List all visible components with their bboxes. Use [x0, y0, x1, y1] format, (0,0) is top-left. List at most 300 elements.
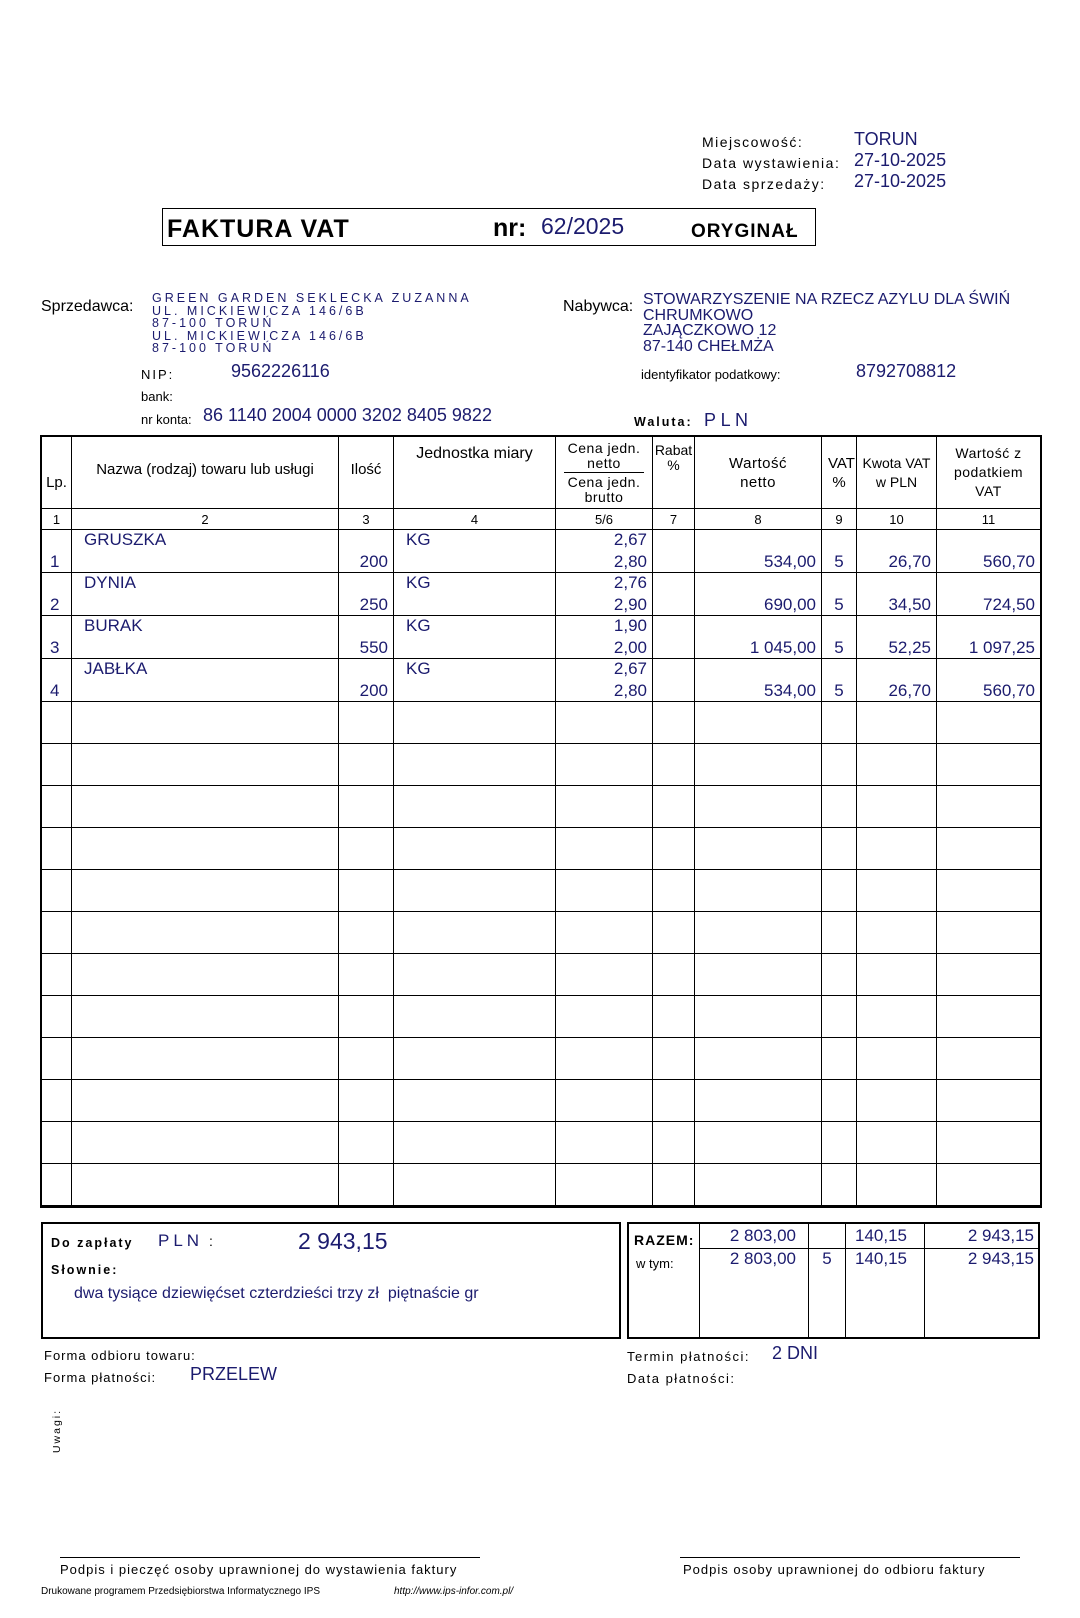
seller-line: UL. MICKIEWICZA 146/6B [152, 303, 367, 318]
table-cell [339, 659, 394, 702]
table-cell [937, 530, 1041, 573]
table-row [42, 573, 1041, 616]
empty-cell [695, 1038, 822, 1080]
empty-row [42, 1164, 1041, 1206]
col-discount-header [653, 437, 695, 509]
empty-cell [394, 1164, 556, 1206]
issue-date-label: Data wystawienia: [702, 155, 841, 171]
including-vat: 140,15 [855, 1249, 907, 1268]
empty-cell [42, 786, 72, 828]
row-vat-amount: 52,25 [888, 638, 931, 657]
col-qty-text: Ilość [350, 461, 382, 478]
row-price-net: 2,67 [613, 530, 647, 549]
row-vat-pct: 5 [834, 681, 844, 700]
col-vat-pct-header [822, 437, 857, 509]
issue-date-value: 27-10-2025 [854, 150, 947, 170]
total-net: 2 803,00 [729, 1226, 796, 1245]
row-price-net: 2,67 [613, 659, 647, 678]
row-unit: KG [406, 573, 431, 592]
term-label: Termin płatności: [627, 1349, 751, 1364]
table-cell [857, 616, 937, 659]
empty-cell [822, 702, 857, 744]
total-vat: 140,15 [855, 1226, 907, 1245]
col-number: 5/6 [556, 509, 653, 530]
empty-cell [822, 828, 857, 870]
empty-cell [339, 702, 394, 744]
nip-value: 9562226116 [231, 361, 330, 381]
empty-cell [653, 828, 695, 870]
due-label: Do zapłaty [51, 1236, 134, 1250]
table-cell [857, 573, 937, 616]
empty-cell [394, 912, 556, 954]
empty-cell [556, 828, 653, 870]
col-number: 11 [937, 509, 1041, 530]
receipt-form-label: Forma odbioru towaru: [44, 1348, 196, 1363]
table-cell [937, 616, 1041, 659]
empty-cell [339, 1122, 394, 1164]
empty-cell [937, 996, 1041, 1038]
empty-cell [394, 702, 556, 744]
col-lp-text: Lp. [46, 474, 67, 491]
buyer-line: STOWARZYSZENIE NA RZECZ AZYLU DLA ŚWIŃ [643, 291, 1011, 308]
receiver-signature-label: Podpis osoby uprawnionej do odbioru faktury [683, 1562, 986, 1577]
table-cell [72, 616, 339, 659]
empty-cell [339, 870, 394, 912]
row-vat-pct: 5 [834, 595, 844, 614]
empty-cell [937, 702, 1041, 744]
account-value: 86 1140 2004 0000 3202 8405 9822 [203, 405, 492, 425]
including-gross: 2 943,15 [967, 1249, 1034, 1268]
seller-line: UL. MICKIEWICZA 146/6B [152, 328, 367, 343]
due-colon: : [209, 1233, 213, 1249]
empty-cell [822, 1164, 857, 1206]
empty-cell [339, 954, 394, 996]
table-cell [394, 659, 556, 702]
empty-cell [556, 870, 653, 912]
empty-cell [857, 996, 937, 1038]
empty-cell [42, 1080, 72, 1122]
table-cell [556, 573, 653, 616]
empty-row [42, 1038, 1041, 1080]
table-row [42, 616, 1041, 659]
empty-cell [822, 786, 857, 828]
printed-url: http://www.ips-infor.com.pl/ [394, 1586, 514, 1597]
empty-cell [394, 1038, 556, 1080]
totals-box [627, 1222, 1040, 1339]
empty-cell [556, 912, 653, 954]
table-cell [72, 659, 339, 702]
table-cell [653, 616, 695, 659]
table-cell [394, 530, 556, 573]
row-name: BURAK [84, 616, 143, 635]
table-cell [822, 573, 857, 616]
items-table [41, 436, 1041, 1207]
table-cell [394, 573, 556, 616]
col-qty-header [339, 437, 394, 509]
empty-cell [42, 870, 72, 912]
empty-cell [937, 1164, 1041, 1206]
empty-cell [695, 1080, 822, 1122]
nip-label: NIP: [141, 367, 175, 382]
row-price-gross: 2,90 [613, 595, 647, 614]
empty-cell [339, 828, 394, 870]
empty-cell [42, 912, 72, 954]
empty-cell [653, 912, 695, 954]
table-cell [394, 616, 556, 659]
col-discount-text: Rabat % [654, 442, 693, 473]
row-vat-pct: 5 [834, 638, 844, 657]
empty-cell [394, 996, 556, 1038]
issuer-signature-line [60, 1557, 480, 1558]
empty-row [42, 870, 1041, 912]
empty-cell [857, 786, 937, 828]
buyer-address [643, 292, 1010, 354]
empty-cell [937, 786, 1041, 828]
empty-cell [937, 1038, 1041, 1080]
empty-cell [937, 954, 1041, 996]
table-cell [857, 659, 937, 702]
empty-cell [42, 954, 72, 996]
seller-label: Sprzedawca: [41, 298, 134, 315]
including-label: w tym: [636, 1256, 674, 1271]
currency-value: P L N [704, 410, 749, 430]
empty-row [42, 744, 1041, 786]
empty-cell [556, 1038, 653, 1080]
row-value-net: 534,00 [764, 552, 816, 571]
empty-cell [653, 1122, 695, 1164]
empty-cell [857, 1080, 937, 1122]
col-value-net-text: Wartość netto [729, 454, 787, 491]
empty-cell [822, 1122, 857, 1164]
table-cell [937, 659, 1041, 702]
col-number: 9 [822, 509, 857, 530]
row-qty: 200 [359, 681, 388, 700]
table-cell [695, 530, 822, 573]
empty-cell [339, 1080, 394, 1122]
table-cell [339, 530, 394, 573]
empty-cell [695, 912, 822, 954]
table-cell [653, 530, 695, 573]
empty-cell [72, 702, 339, 744]
col-price-header [556, 437, 653, 509]
row-name: GRUSZKA [84, 530, 167, 549]
empty-cell [72, 954, 339, 996]
table-cell [42, 573, 72, 616]
table-cell [72, 530, 339, 573]
empty-cell [394, 1080, 556, 1122]
row-lp: 2 [50, 595, 60, 614]
due-value: 2 943,15 [298, 1228, 388, 1254]
including-net: 2 803,00 [729, 1249, 796, 1268]
empty-cell [72, 1038, 339, 1080]
column-number-row [42, 509, 1041, 530]
table-cell [339, 616, 394, 659]
table-cell [42, 616, 72, 659]
empty-cell [937, 744, 1041, 786]
seller-address [152, 292, 472, 355]
due-currency: PLN [158, 1231, 204, 1250]
empty-row [42, 1122, 1041, 1164]
row-price-gross: 2,00 [613, 638, 647, 657]
empty-cell [556, 702, 653, 744]
empty-cell [695, 1122, 822, 1164]
empty-row [42, 996, 1041, 1038]
empty-cell [695, 828, 822, 870]
table-cell [556, 530, 653, 573]
place-label: Miejscowość: [702, 134, 804, 150]
empty-cell [42, 1038, 72, 1080]
row-lp: 3 [50, 638, 60, 657]
empty-row [42, 1080, 1041, 1122]
invoice-nr-value: 62/2025 [541, 213, 625, 239]
table-cell [937, 573, 1041, 616]
table-cell [42, 530, 72, 573]
empty-cell [857, 912, 937, 954]
payment-form-label: Forma płatności: [44, 1370, 157, 1385]
total-label: RAZEM: [634, 1232, 695, 1248]
tax-id-label: identyfikator podatkowy: [641, 367, 781, 382]
empty-cell [695, 744, 822, 786]
empty-cell [857, 744, 937, 786]
empty-cell [857, 1038, 937, 1080]
empty-cell [695, 786, 822, 828]
row-lp: 1 [50, 552, 60, 571]
empty-row [42, 828, 1041, 870]
empty-cell [822, 1038, 857, 1080]
table-row [42, 530, 1041, 573]
seller-line: 87-100 TORUŃ [152, 341, 275, 355]
empty-cell [695, 702, 822, 744]
empty-cell [695, 954, 822, 996]
row-price-net: 1,90 [613, 616, 647, 635]
row-lp: 4 [50, 681, 60, 700]
col-price-gross-text: Cena jedn. brutto [567, 473, 641, 505]
col-name-header [72, 437, 339, 509]
empty-cell [42, 1164, 72, 1206]
empty-cell [695, 1164, 822, 1206]
row-price-gross: 2,80 [613, 681, 647, 700]
bank-label: bank: [141, 389, 173, 404]
empty-cell [653, 954, 695, 996]
sale-date-label: Data sprzedaży: [702, 176, 826, 192]
notes-label: Uwagi: [51, 1408, 64, 1454]
empty-cell [937, 828, 1041, 870]
empty-cell [72, 828, 339, 870]
col-vat-pct-text: VAT % [828, 454, 855, 491]
empty-cell [695, 870, 822, 912]
empty-cell [857, 702, 937, 744]
payment-box [41, 1222, 621, 1339]
empty-cell [72, 1080, 339, 1122]
total-gross: 2 943,15 [967, 1226, 1034, 1245]
empty-cell [72, 786, 339, 828]
empty-cell [394, 870, 556, 912]
row-vat-amount: 34,50 [888, 595, 931, 614]
col-vat-amount-header [857, 437, 937, 509]
col-number: 2 [72, 509, 339, 530]
col-value-net-header [695, 437, 822, 509]
table-cell [556, 659, 653, 702]
empty-cell [937, 870, 1041, 912]
row-name: DYNIA [84, 573, 136, 592]
empty-row [42, 786, 1041, 828]
col-number: 10 [857, 509, 937, 530]
empty-cell [556, 744, 653, 786]
receiver-signature-line [680, 1557, 1020, 1558]
col-number: 7 [653, 509, 695, 530]
empty-cell [394, 954, 556, 996]
row-qty: 250 [359, 595, 388, 614]
empty-cell [72, 1164, 339, 1206]
empty-cell [556, 786, 653, 828]
empty-cell [653, 1164, 695, 1206]
row-unit: KG [406, 659, 431, 678]
including-vat-pct: 5 [822, 1249, 832, 1268]
empty-cell [556, 1080, 653, 1122]
col-lp-header [42, 437, 72, 509]
empty-row [42, 702, 1041, 744]
row-name: JABŁKA [84, 659, 148, 678]
row-unit: KG [406, 530, 431, 549]
col-number: 8 [695, 509, 822, 530]
empty-cell [822, 996, 857, 1038]
row-vat-amount: 26,70 [888, 552, 931, 571]
table-header-row [42, 437, 1041, 509]
empty-cell [42, 1122, 72, 1164]
table-cell [822, 659, 857, 702]
row-value-gross: 560,70 [983, 681, 1035, 700]
empty-cell [72, 996, 339, 1038]
empty-cell [394, 744, 556, 786]
empty-cell [857, 870, 937, 912]
table-cell [695, 573, 822, 616]
table-cell [42, 659, 72, 702]
buyer-line: CHRUMKOWO [643, 306, 754, 324]
empty-cell [937, 912, 1041, 954]
printed-by: Drukowane programem Przedsiębiorstwa Informatycznego IPS [41, 1586, 321, 1597]
empty-cell [653, 870, 695, 912]
empty-cell [653, 786, 695, 828]
table-cell [695, 616, 822, 659]
col-price-net-text: Cena jedn. netto [564, 441, 644, 473]
empty-row [42, 954, 1041, 996]
empty-cell [339, 744, 394, 786]
words-value: dwa tysiące dziewięćset czterdzieści trzy zł piętnaście gr [74, 1285, 479, 1302]
empty-cell [72, 1122, 339, 1164]
row-price-gross: 2,80 [613, 552, 647, 571]
empty-cell [339, 996, 394, 1038]
term-value: 2 DNI [772, 1343, 819, 1363]
empty-cell [937, 1122, 1041, 1164]
empty-cell [556, 1122, 653, 1164]
empty-cell [42, 702, 72, 744]
empty-cell [653, 1038, 695, 1080]
tax-id-value: 8792708812 [856, 361, 957, 381]
row-value-gross: 724,50 [983, 595, 1035, 614]
empty-cell [72, 744, 339, 786]
empty-cell [822, 1080, 857, 1122]
empty-cell [339, 786, 394, 828]
col-value-gross-header [937, 437, 1041, 509]
row-value-gross: 1 097,25 [968, 638, 1035, 657]
table-cell [857, 530, 937, 573]
invoice-nr-label: nr: [493, 214, 527, 242]
empty-cell [857, 1164, 937, 1206]
row-value-net: 1 045,00 [749, 638, 816, 657]
buyer-line: ZAJĄCZKOWO 12 [643, 322, 777, 339]
empty-cell [822, 954, 857, 996]
empty-cell [42, 828, 72, 870]
empty-cell [339, 1164, 394, 1206]
empty-cell [857, 954, 937, 996]
empty-row [42, 912, 1041, 954]
row-qty: 550 [359, 638, 388, 657]
row-vat-pct: 5 [834, 552, 844, 571]
empty-cell [857, 1122, 937, 1164]
empty-cell [937, 1080, 1041, 1122]
row-price-net: 2,76 [613, 573, 647, 592]
col-number: 1 [42, 509, 72, 530]
payment-form-value: PRZELEW [190, 1364, 278, 1384]
table-cell [822, 530, 857, 573]
empty-cell [653, 744, 695, 786]
empty-cell [339, 912, 394, 954]
place-value: TORUN [854, 129, 918, 149]
table-cell [653, 573, 695, 616]
table-cell [822, 616, 857, 659]
copy-label: ORYGINAŁ [691, 221, 799, 242]
row-value-gross: 560,70 [983, 552, 1035, 571]
table-cell [653, 659, 695, 702]
table-row [42, 659, 1041, 702]
empty-cell [394, 1122, 556, 1164]
seller-line: GREEN GARDEN SEKLECKA ZUZANNA [152, 291, 472, 305]
empty-cell [339, 1038, 394, 1080]
issuer-signature-label: Podpis i pieczęć osoby uprawnionej do wystawienia faktury [60, 1562, 458, 1577]
sale-date-value: 27-10-2025 [854, 171, 947, 191]
empty-cell [394, 828, 556, 870]
row-vat-amount: 26,70 [888, 681, 931, 700]
empty-cell [653, 1080, 695, 1122]
empty-cell [822, 870, 857, 912]
col-name-text: Nazwa (rodzaj) towaru lub usługi [96, 461, 314, 478]
currency-label: Waluta: [634, 415, 693, 429]
empty-cell [394, 786, 556, 828]
empty-cell [72, 912, 339, 954]
empty-cell [556, 954, 653, 996]
empty-cell [42, 744, 72, 786]
account-label: nr konta: [141, 412, 192, 427]
invoice-title-box [162, 208, 816, 246]
empty-cell [857, 828, 937, 870]
table-cell [339, 573, 394, 616]
table-cell [72, 573, 339, 616]
col-unit-header [394, 437, 556, 509]
col-number: 3 [339, 509, 394, 530]
words-label: Słownie: [51, 1263, 119, 1277]
empty-cell [695, 996, 822, 1038]
row-value-net: 690,00 [764, 595, 816, 614]
empty-cell [42, 996, 72, 1038]
empty-cell [653, 996, 695, 1038]
table-cell [695, 659, 822, 702]
row-unit: KG [406, 616, 431, 635]
empty-cell [822, 744, 857, 786]
empty-cell [653, 702, 695, 744]
col-number: 4 [394, 509, 556, 530]
empty-cell [822, 912, 857, 954]
row-qty: 200 [359, 552, 388, 571]
